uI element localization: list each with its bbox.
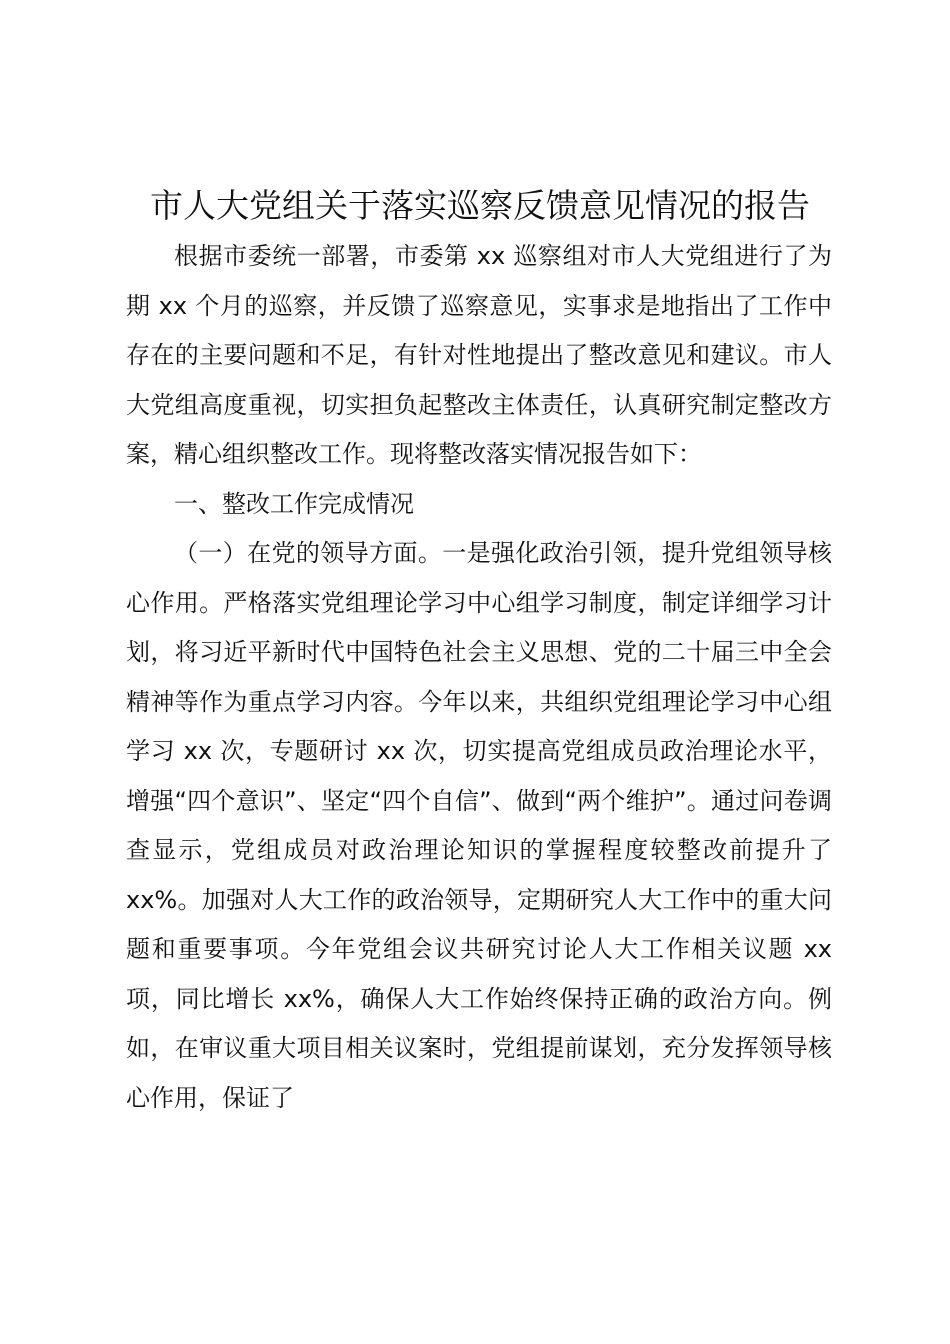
section-paragraph: （一）在党的领导方面。一是强化政治引领，提升党组领导核心作用。严格落实党组理论学习中心组学习制度，制定详细学习计划，将习近平新时代中国特色社会主义思想、党的二十届三中全会精神等作为重点学习内容。今年以来，共组织党组理论学习中心组学习 xx 次，专题研讨 xx 次，切实提高党组成员政治理论水平，增强“四个意识”、坚定“四个自信”、做到“两个维护”。通过问卷调查显示，党组成员对政治理论知识的掌握程度较整改前提升了 xx%。加强对人大工作的政治领导，定期研究人大工作中的重大问题和重要事项。今年党组会议共研究讨论人大工作相关议题 xx 项，同比增长 xx%，确保人大工作始终保持正确的政治方向。例如，在审议重大项目相关议案时，党组提前谋划，充分发挥领导核心作用，保证了 (126, 539, 832, 1112)
intro-paragraph: 根据市委统一部署，市委第 xx 巡察组对市人大党组进行了为期 xx 个月的巡察，并反馈了巡察意见，实事求是地指出了工作中存在的主要问题和不足，有针对性地提出了整改意见和建议。市人大党组高度重视，切实担负起整改主体责任，认真研究制定整改方案，精心组织整改工作。现将整改落实情况报告如下： (126, 242, 832, 468)
document-title: 市人大党组关于落实巡察反馈意见情况的报告 (150, 186, 810, 225)
document-body (126, 232, 832, 1123)
section-heading: 一、整改工作完成情况 (174, 489, 414, 518)
